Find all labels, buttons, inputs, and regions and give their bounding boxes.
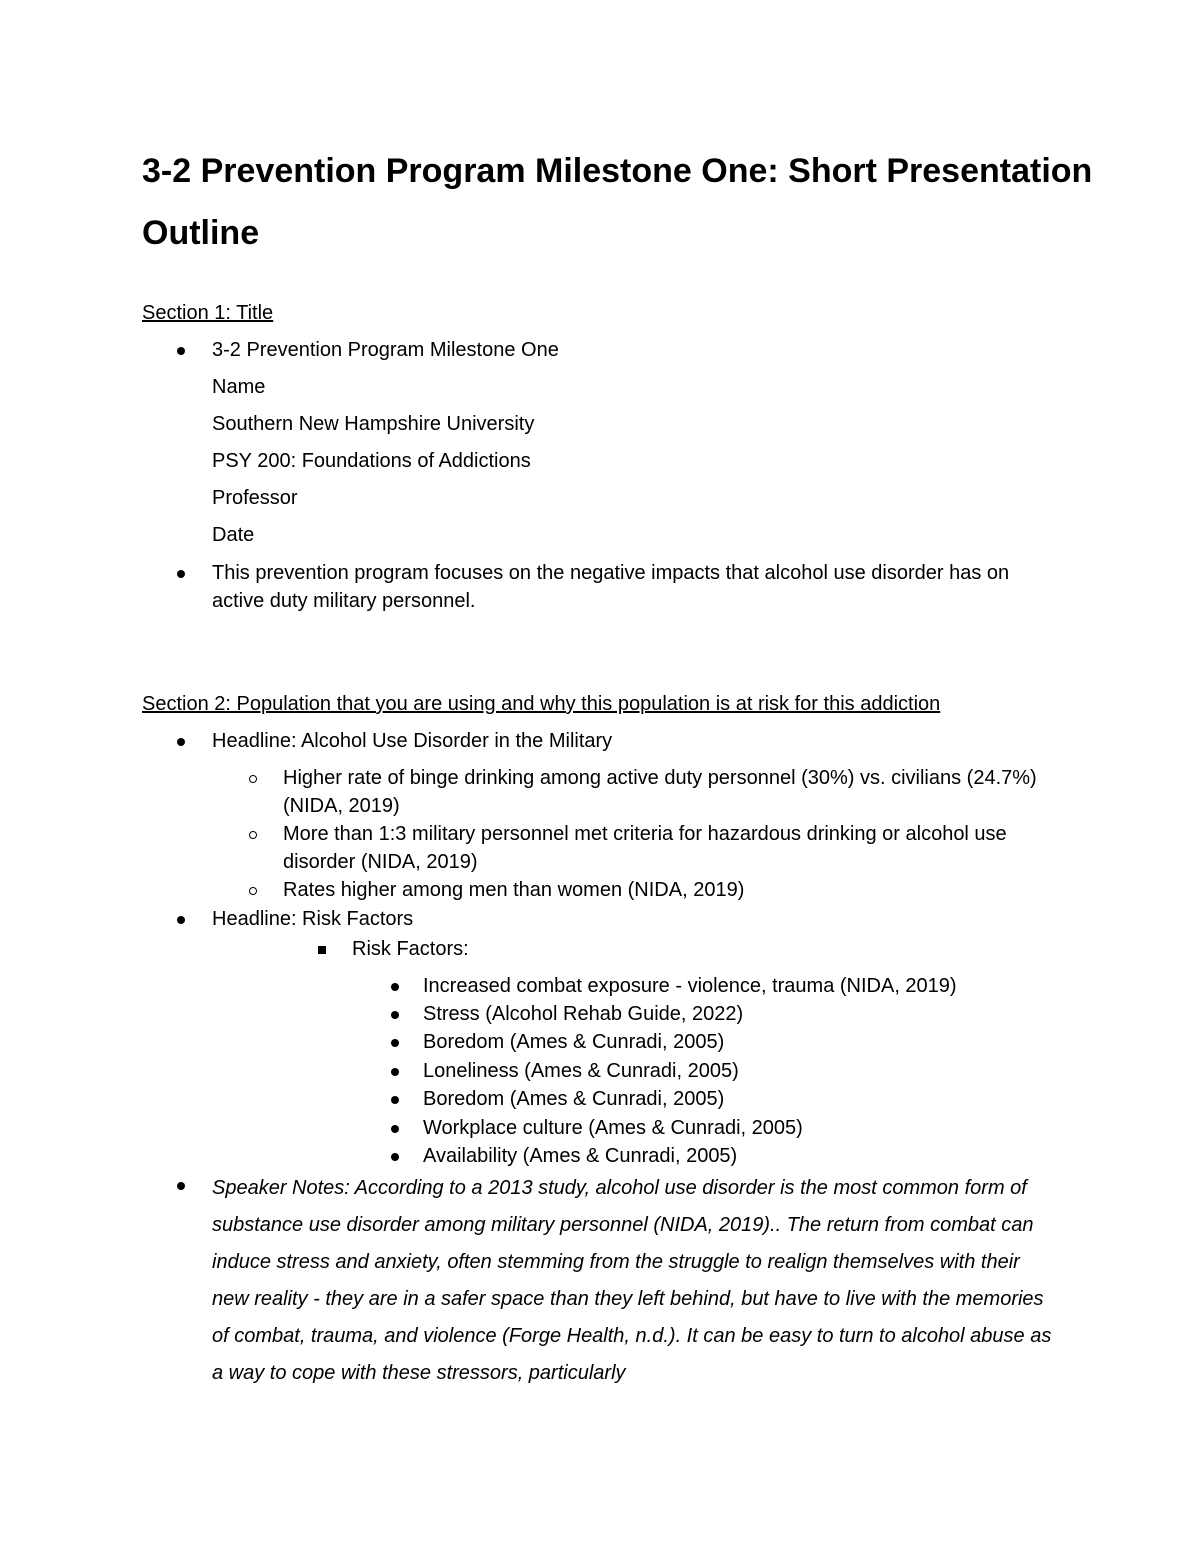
hollow-bullet-icon — [249, 775, 257, 783]
section-2-heading: Section 2: Population that you are using and why this population is at risk for this addiction — [142, 693, 941, 715]
list-item: Boredom (Ames & Cunradi, 2005) — [423, 1031, 725, 1053]
list-item: Loneliness (Ames & Cunradi, 2005) — [423, 1060, 739, 1082]
title-line-program: 3-2 Prevention Program Milestone One — [212, 339, 559, 361]
headline-risk-factors: Headline: Risk Factors — [212, 908, 414, 930]
document-title: 3-2 Prevention Program Milestone One: Short Presentation Outline — [142, 152, 1093, 252]
hollow-bullet-icon — [249, 831, 257, 839]
bullet-icon — [391, 1011, 399, 1019]
speaker-notes: Speaker Notes: According to a 2013 study, alcohol use disorder is the most common form of substance use disorder among military personnel (NIDA, 2019).. The return from combat can induce stress and anxiety, often stemming from the struggle to realign themselves with their new reality - they are in a safer space than they left behind, but have to live with the memories of combat, trauma, and violence (Forge Health, n.d.). It can be easy to turn to alcohol abuse as a way to cope with these stressors, particularly — [212, 1177, 1052, 1384]
title-line-professor: Professor — [212, 487, 298, 509]
risk-factors-label: Risk Factors: — [352, 938, 469, 960]
bullet-icon — [177, 347, 185, 355]
bullet-icon — [177, 1182, 185, 1190]
list-item: Availability (Ames & Cunradi, 2005) — [423, 1145, 738, 1167]
headline-alcohol-use: Headline: Alcohol Use Disorder in the Military — [212, 730, 613, 752]
list-item: More than 1:3 military personnel met criteria for hazardous drinking or alcohol use disorder (NIDA, 2019) — [283, 823, 1007, 873]
program-focus-text: This prevention program focuses on the negative impacts that alcohol use disorder has on active duty military personnel. — [212, 562, 1010, 612]
bullet-icon — [391, 1068, 399, 1076]
title-line-university: Southern New Hampshire University — [212, 413, 535, 435]
square-bullet-icon — [318, 946, 326, 954]
list-item: Stress (Alcohol Rehab Guide, 2022) — [423, 1003, 744, 1025]
bullet-icon — [391, 1096, 399, 1104]
bullet-icon — [391, 1125, 399, 1133]
list-item: Boredom (Ames & Cunradi, 2005) — [423, 1088, 725, 1110]
list-item: Higher rate of binge drinking among active duty personnel (30%) vs. civilians (24.7%) (NIDA, 2019) — [283, 767, 1037, 817]
title-line-name: Name — [212, 376, 266, 398]
bullet-icon — [177, 916, 185, 924]
hollow-bullet-icon — [249, 887, 257, 895]
bullet-icon — [391, 983, 399, 991]
list-item: Increased combat exposure - violence, trauma (NIDA, 2019) — [423, 975, 957, 997]
list-item: Rates higher among men than women (NIDA, 2019) — [283, 879, 745, 901]
bullet-icon — [177, 570, 185, 578]
title-line-course: PSY 200: Foundations of Addictions — [212, 450, 531, 472]
bullet-icon — [391, 1039, 399, 1047]
bullet-icon — [177, 738, 185, 746]
list-item: Workplace culture (Ames & Cunradi, 2005) — [423, 1117, 803, 1139]
title-line-date: Date — [212, 524, 255, 546]
bullet-icon — [391, 1153, 399, 1161]
section-1-heading: Section 1: Title — [142, 302, 274, 324]
